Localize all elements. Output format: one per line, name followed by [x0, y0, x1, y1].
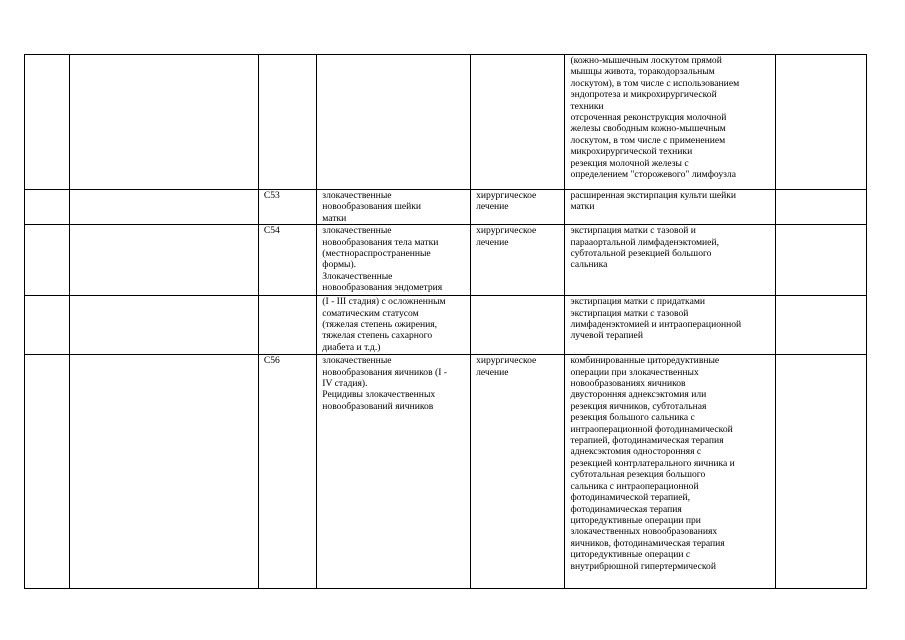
cell-treatment-method: экстирпация матки с придатками экстирпация матки с тазовой лимфаденэктомией и интраоперационной лучевой терапией [565, 296, 775, 355]
cell-cost [775, 55, 866, 190]
cell-treatment-type: хирургическое лечение [471, 190, 565, 225]
cell-number [25, 55, 70, 190]
cell-cost [775, 190, 866, 225]
cell-icd-code [258, 296, 316, 355]
cell-number [25, 190, 70, 225]
cell-diagnosis [317, 55, 471, 190]
table-row [25, 355, 867, 589]
cell-treatment-method: расширенная экстирпация культи шейки матки [565, 190, 775, 225]
cell-number [25, 296, 70, 355]
cell-treatment-method: (кожно-мышечным лоскутом прямой мышцы живота, торакодорзальным лоскутом), в том числе с использованием эндопротеза и микрохирургической техники отсроченная реконструкция молочной железы свободным кожно-мышечным лоскутом, в том числе с применением микрохирургической техники резекция молочной железы с определением "сторожевого" лимфоузла [565, 55, 775, 190]
cell-icd-code: C54 [258, 225, 316, 296]
cell-diagnosis: злокачественные новообразования яичников (I - IV стадия). Рецидивы злокачественных новообразований яичников [317, 355, 471, 589]
cell-cost [775, 355, 866, 589]
cell-group-name [70, 55, 259, 190]
cell-icd-code [258, 55, 316, 190]
table-row [25, 296, 867, 355]
cell-treatment-type: хирургическое лечение [471, 355, 565, 589]
cell-treatment-type: хирургическое лечение [471, 225, 565, 296]
cell-group-name [70, 355, 259, 589]
cell-diagnosis: (I - III стадия) с осложненным соматическим статусом (тяжелая степень ожирения, тяжелая степень сахарного диабета и т.д.) [317, 296, 471, 355]
cell-treatment-method: экстирпация матки с тазовой и парааортальной лимфаденэктомией, субтотальной резекцией большого сальника [565, 225, 775, 296]
cell-treatment-method: комбинированные циторедуктивные операции при злокачественных новообразованиях яичников двусторонняя аднексэктомия или резекция яичников, субтотальная резекция большого сальника с интраоперационной фотодинамической терапией, фотодинамическая терапия аднексэктомия односторонняя с резекцией контрлатерального яичника и субтотальная резекция большого сальника с интраоперационной фотодинамической терапией, фотодинамическая терапия циторедуктивные операции при злокачественных новообразованиях яичников, фотодинамическая терапия циторедуктивные операции с внутрибрюшной гипертермической [565, 355, 775, 589]
cell-treatment-type [471, 55, 565, 190]
cell-diagnosis: злокачественные новообразования тела матки (местнораспространенные формы). Злокачественные новообразования эндометрия [317, 225, 471, 296]
cell-number [25, 225, 70, 296]
cell-group-name [70, 225, 259, 296]
table-row [25, 190, 867, 225]
cell-group-name [70, 190, 259, 225]
table-row [25, 225, 867, 296]
cell-icd-code: C53 [258, 190, 316, 225]
cell-number [25, 355, 70, 589]
cell-cost [775, 296, 866, 355]
cell-cost [775, 225, 866, 296]
treatment-methods-table [24, 54, 867, 589]
table-row [25, 55, 867, 190]
cell-diagnosis: злокачественные новообразования шейки матки [317, 190, 471, 225]
cell-treatment-type [471, 296, 565, 355]
cell-group-name [70, 296, 259, 355]
cell-icd-code: C56 [258, 355, 316, 589]
